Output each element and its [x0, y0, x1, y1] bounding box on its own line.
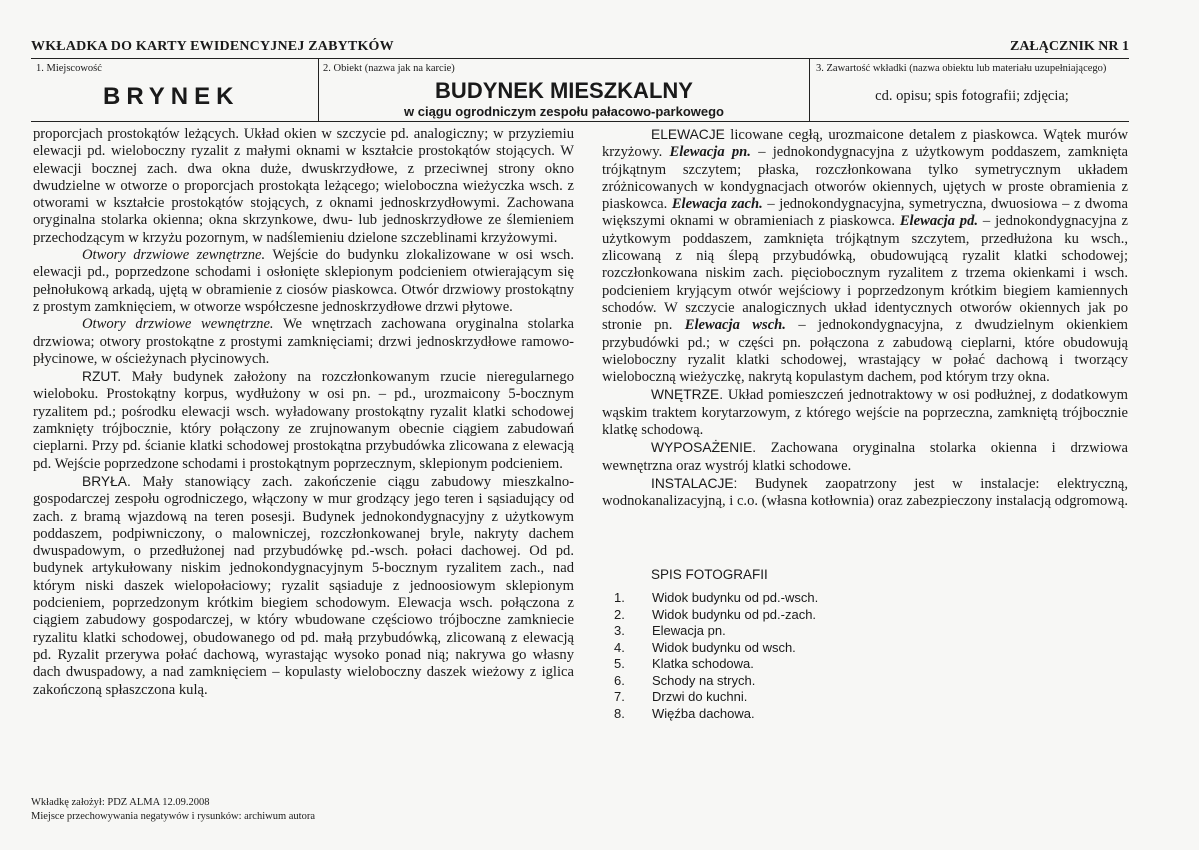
list-item: 6. Schody na strych.: [614, 672, 756, 688]
footer-author: Wkładkę założył: PDZ ALMA 12.09.2008: [31, 797, 210, 808]
zawartosc-label: 3. Zawartość wkładki (nazwa obiektu lub materiału uzupełniającego): [816, 63, 1107, 74]
obiekt-label: 2. Obiekt (nazwa jak na karcie): [323, 63, 455, 74]
left-text-column: [33, 126, 574, 699]
paragraph-plan: RZUT. Mały budynek założony na rozczłonkowanym rzucie nieregularnego wieloboku. Prostokątny korpus, wydłużony w osi pn. – pd., urozmaicony 5-bocznym ryzalitem pd.; pośrodku elewacji wsch. wyładowany prostokątny ryzalit klatki schodowej zamknięty trójbocznie, który połączony ze zrujnowanym obecnie ciągiem zabudowań cieplarni. Przy pd. ścianie klatki schodowej prostokątna przybudówka zlicowana z elewacją pd. Wejście poprzedzone schodami i prostokątnym poprzecznym, sklepionym podcieniem.: [33, 369, 574, 472]
paragraph-heading: BRYŁA.: [82, 473, 131, 489]
paragraph-heading: Otwory drzwiowe zewnętrzne.: [82, 247, 266, 264]
right-text-column: [602, 126, 1128, 511]
obiekt-subtitle: w ciągu ogrodniczym zespołu pałacowo-parkowego: [404, 104, 724, 119]
list-item: 8. Więźba dachowa.: [614, 705, 755, 721]
obiekt-value: BUDYNEK MIESZKALNY: [435, 78, 693, 103]
elevation-south-heading: Elewacja pd.: [899, 213, 979, 230]
footer-storage: Miejsce przechowywania negatywów i rysunków: archiwum autora: [31, 811, 315, 822]
zawartosc-value: cd. opisu; spis fotografii; zdjęcia;: [875, 88, 1069, 104]
photo-list: [614, 590, 818, 722]
list-item: 7. Drzwi do kuchni.: [614, 689, 748, 704]
paragraph-heading: WYPOSAŻENIE.: [651, 440, 757, 456]
paragraph-heading: ELEWACJE: [651, 127, 725, 142]
list-item: 4. Widok budynku od wsch.: [614, 639, 796, 655]
paragraph-external-doors: Otwory drzwiowe zewnętrzne. Wejście do budynku zlokalizowane w osi wsch. elewacji pd., poprzedzone schodami i osłonięte sklepionym podcieniem otwierającym się pełnołukową arkadą, ujętą w obramienie z ciosów piaskowca. Otwór drzwiowy prostokątny z prostym zamknięciem, w otworze współczesne jednoskrzydłowe drzwi płytowe.: [33, 247, 575, 315]
list-item: 5. Klatka schodowa.: [614, 656, 754, 671]
elevation-east-heading: Elewacja wsch.: [684, 317, 786, 334]
list-item: 2. Widok budynku od pd.-zach.: [614, 606, 817, 622]
header-rule-top: [31, 58, 1129, 59]
miejscowosc-value: BRYNEK: [103, 83, 240, 110]
paragraph-interior: WNĘTRZE. Układ pomieszczeń jednotraktowy w osi podłużnej, z dodatkowym wąskim traktem korytarzowym, z którego wejście na poprzeczna, zamkniętą trójbocznie klatkę schodową.: [602, 387, 1128, 439]
elevation-west-heading: Elewacja zach.: [671, 196, 763, 213]
paragraph-elevations: ELEWACJE licowane cegłą, urozmaicone detalem z piaskowca. Wątek murów krzyżowy. Elewacja pn. – jednokondygnacyjna z użytkowym poddaszem, zamknięta trójkątnym szczytem; płaska, rozczłonkowana tylko symetrycznym układem zróżnicowanych w kondygnacjach otworów okiennych, ujętych w proste obramienia z piaskowca. Elewacja zach. – jednokondygnacyjna, symetryczna, dwuosiowa – z dwoma większymi oknami w obramieniach z piaskowca. Elewacja pd. – jednokondygnacyjna z użytkowym poddaszem, zamknięta trójkątnym szczytem, przedłużona ku wsch., zlicowaną z nią ślepą przybudówką, obudowującą ryzalit klatki schodowej; rozczłonkowana niskim zach. pięciobocznym ryzalitem z trzema okienkami i wsch. podcieniem kryjącym otwór wejściowy i poprzedzonym krótkim biegiem kamiennych schodów. W szczycie analogicznych układ identycznych otworów okiennych jak po stronie pn. Elewacja wsch. – jednokondygnacyjna, z dwudzielnym okienkiem przybudówki pd.; w części pn. połączona z zabudową cieplarni, które obudowują wieloboczny ryzalit klatki schodowej, wrastający w połać dachową i tworzący wieloboczną wieżyczkę, nakrytą kopulastym dachem, pod którym trzy okna.: [602, 127, 1129, 386]
header-rule-bottom: [31, 121, 1129, 122]
paragraph-internal-doors: Otwory drzwiowe wewnętrzne. We wnętrzach zachowana oryginalna stolarka drzwiowa; otwory prostokątne z prostymi zamknięciami; drzwi jednoskrzydłowe ramowo-płycinowe, w ościeżynach płycinowych.: [33, 316, 574, 367]
paragraph-massing: BRYŁA. Mały stanowiący zach. zakończenie ciągu zabudowy mieszkalno-gospodarczej zespołu ogrodniczego, włączony w mur grodzący jego teren i sąsiadujący od zach. z bramą wjazdową na teren posesji. Budynek jednokondygnacyjny z użytkowym poddaszem, podpiwniczony, o malowniczej, rozczłonkowanej bryle, nakryty dachem dwuspadowym, o przedłużonej nad przybudówkę pd.-wsch. połaci dachowej. Od pd. budynek artykułowany niskim jednokondygnacyjnym 5-bocznym ryzalitem zach., nad którym niski daszek wielopołaciowy; ryzalit sąsiaduje z jednoosiowym sklepionym podcieniem, poprzedzonym krótkim biegiem schodowym. Elewacja wsch. połączona z ciągiem zabudowy gospodarczej, w który wbudowane częściowo trójboczne zamkniecie ryzalitu klatki schodowej, obudowanego od pd. małą przybudówką, zlicowaną z elewacją pd. Ryzalit przerywa połać dachową, wyrastając wysoko ponad nią; nakrywa go własny dach dwuspadowy, a nad zamknięciem – kopulasty wieloboczny daszek wieżowy z iglica zakończoną spłaszczona kulą.: [33, 473, 574, 698]
miejscowosc-label: 1. Miejscowość: [36, 63, 102, 74]
header-attachment-number: ZAŁĄCZNIK NR 1: [1009, 39, 1129, 54]
paragraph-equipment: WYPOSAŻENIE. Zachowana oryginalna stolarka okienna i drzwiowa wewnętrzna oraz wystrój klatki schodowe.: [602, 440, 1128, 474]
paragraph-heading: Otwory drzwiowe wewnętrzne.: [82, 316, 274, 333]
paragraph-heading: INSTALACJE:: [651, 475, 738, 491]
paragraph-heading: RZUT.: [82, 369, 122, 385]
header-title: WKŁADKA DO KARTY EWIDENCYJNEJ ZABYTKÓW: [31, 39, 394, 54]
list-item: 1. Widok budynku od pd.-wsch.: [614, 590, 819, 605]
list-item: 3. Elewacja pn.: [614, 623, 726, 638]
elevation-north-heading: Elewacja pn.: [669, 144, 751, 161]
document-header: [31, 39, 1129, 59]
paragraph-windows: proporcjach prostokątów leżących. Układ okien w szczycie pd. analogiczny; w przyziemiu elewacji pd. wieloboczny ryzalit z małymi oknami w kształcie prostokątów stojących. W elewacji bocznej zach. dwa okna duże, dwuskrzydłowe, z przeciwnej strony okno dwudzielne w otworze o proporcjach prostokąta leżącego; wieloboczna wieżyczka wsch. z otworami w kształcie prostokątów stojących, z oknami jednoskrzydłowymi. Zachowana oryginalna stolarka okienna; okna skrzynkowe, dwu- lub jednoskrzydłowe ze ślemieniem przechodzącym w krzyżu pozornym, w nadślemieniu dzielone szczeblinami krzyżowymi.: [33, 126, 574, 246]
paragraph-installations: INSTALACJE: Budynek zaopatrzony jest w instalacje: elektryczną, wodnokanalizacyjną, i c.o. (własna kotłownia) oraz zabezpieczony instalacją odgromową.: [602, 475, 1128, 510]
paragraph-heading: WNĘTRZE.: [651, 387, 724, 403]
photo-list-title: SPIS FOTOGRAFII: [651, 567, 768, 582]
